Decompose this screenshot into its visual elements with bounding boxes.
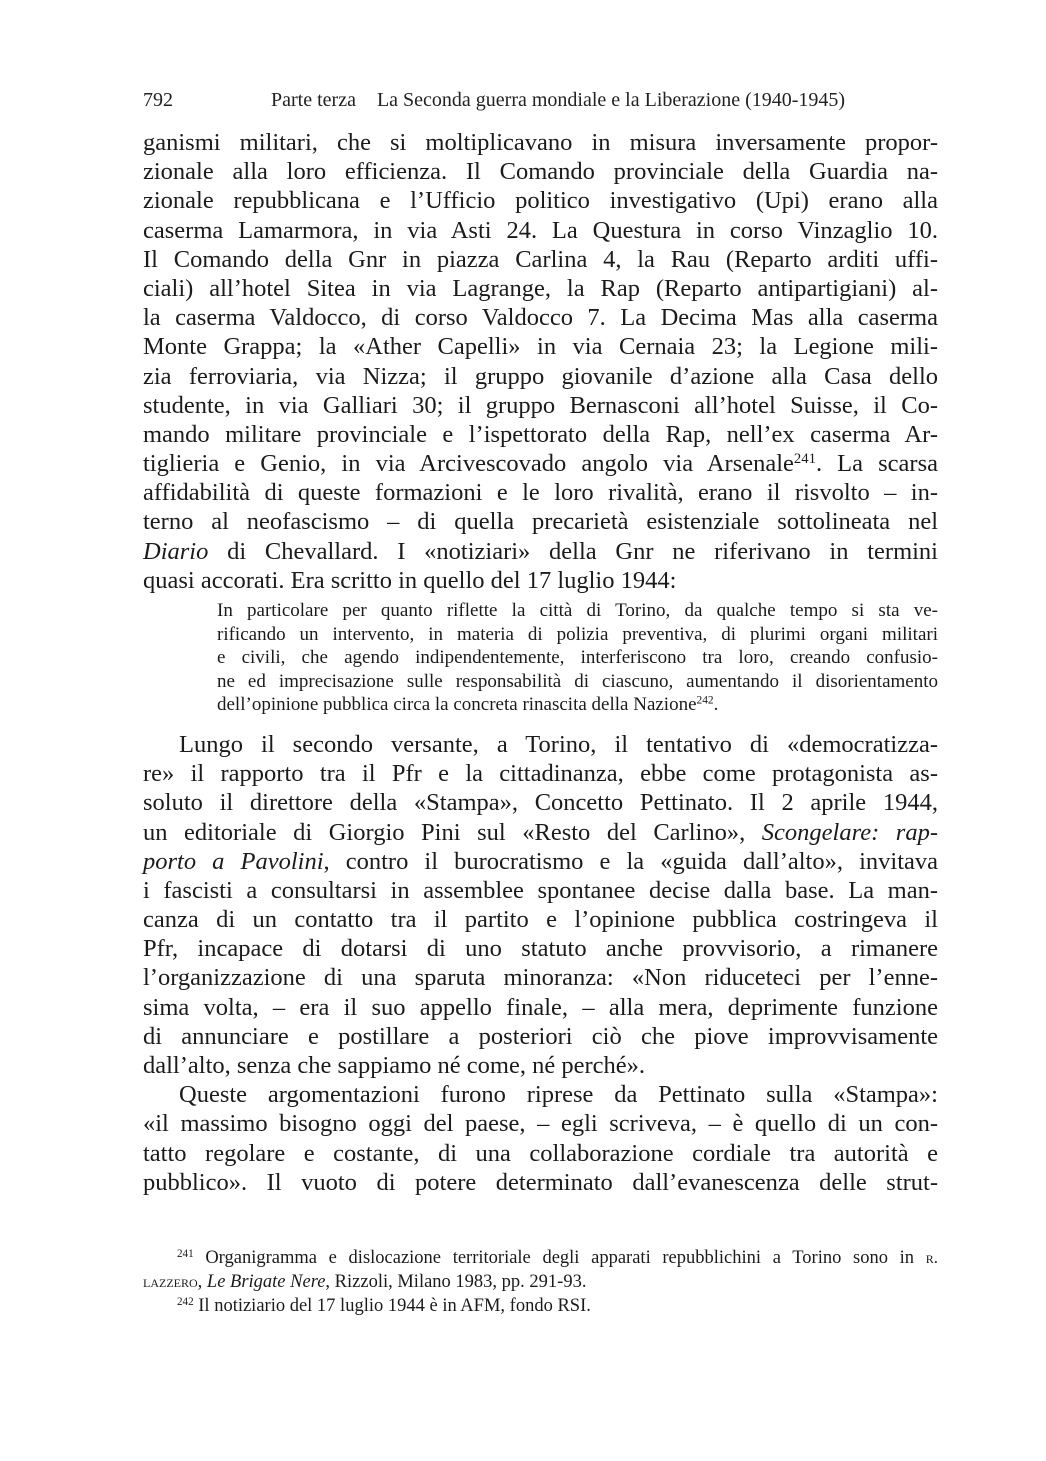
text-line: i fascisti a consultarsi in assemblee spontanee decise dalla base. La man- [143,876,938,904]
author-name: lazzero [143,1272,198,1291]
quote-line: ne ed imprecisazione sulle responsabilità di ciascuno, aumentando il disorientamento [217,670,938,692]
text-line: caserma Lamarmora, in via Asti 24. La Questura in corso Vinzaglio 10. [143,216,938,244]
text-fragment: , [197,1272,207,1292]
text-line: pubblico». Il vuoto di potere determinato dall’evanescenza delle strut- [143,1168,938,1196]
text-fragment: di Chevallard. I «notiziari» della Gnr ne riferivano in termini [208,537,938,565]
quote-line: rificando un intervento, in materia di polizia preventiva, di plurimi organi militari [217,623,938,645]
block-quote [217,599,938,717]
text-line: re» il rapporto tra il Pfr e la cittadinanza, ebbe come protagonista as- [143,760,938,788]
italic-title: porto a Pavolini [143,847,324,875]
text-line: tatto regolare e costante, di una collaborazione cordiale tra autorità e [143,1139,938,1167]
footnote-text: Organigramma e dislocazione territoriale degli apparati repubblichini a Torino sono in [193,1248,926,1268]
text-line [143,449,938,478]
text-line: zionale repubblicana e l’Ufficio politico investigativo (Upi) erano alla [143,187,938,215]
main-text [143,128,938,1197]
text-line: studente, in via Galliari 30; il gruppo Bernasconi all’hotel Suisse, il Co- [143,391,938,419]
text-line: la caserma Valdocco, di corso Valdocco 7. La Decima Mas alla caserma [143,304,938,332]
quote-line [217,693,938,717]
quote-line: In particolare per quanto riflette la città di Torino, da qualche tempo si sta ve- [217,600,938,621]
text-line: Queste argomentazioni furono riprese da Pettinato sulla «Stampa»: [179,1081,938,1109]
text-line: quasi accorati. Era scritto in quello del 17 luglio 1944: [143,566,677,594]
text-line: Il Comando della Gnr in piazza Carlina 4, la Rau (Reparto arditi uffi- [143,245,938,273]
text-fragment: , contro il burocratismo e la «guida dall’alto», invitava [323,847,938,875]
text-fragment: un editoriale di Giorgio Pini sul «Resto del Carlino», [143,818,762,846]
footnote-text: Il notiziario del 17 luglio 1944 è in AFM, fondo RSI. [193,1296,591,1316]
text-line [143,818,938,847]
footnote-ref-241[interactable]: 241 [793,450,816,467]
paragraph-gap [143,717,938,730]
text-line: «il massimo bisogno oggi del paese, – egli scriveva, – è quello di un con- [143,1110,938,1138]
text-line: soluto il direttore della «Stampa», Concetto Pettinato. Il 2 aprile 1944, [143,789,938,817]
text-line: dall’alto, senza che sappiamo né come, né perché». [143,1052,646,1080]
footnote-number: 242 [177,1295,194,1308]
text-line: l’organizzazione di una sparuta minoranza: «Non riduceteci per l’enne- [143,964,938,992]
running-header [143,86,938,114]
text-line: mando militare provinciale e l’ispettorato della Rap, nell’ex caserma Ar- [143,420,938,448]
text-line: di annunciare e postillare a posteriori ciò che piove improvvisamente [143,1022,938,1050]
text-fragment: dell’opinione pubblica circa la concreta rinascita della Nazione [217,694,697,716]
text-line: sima volta, – era il suo appello finale, – alla mera, deprimente funzione [143,993,938,1021]
page-number: 792 [143,89,173,111]
text-line: Lungo il secondo versante, a Torino, il tentativo di «democratizza- [179,730,938,758]
quote-line: e civili, che agendo indipendentemente, interferiscono tra loro, creando confusio- [217,647,938,669]
running-head [271,86,845,114]
italic-title: Le Brigate Nere [206,1272,326,1292]
chapter-title: La Seconda guerra mondiale e la Liberazione (1940-1945) [376,89,846,111]
text-line: Monte Grappa; la «Ather Capelli» in via Cernaia 23; la Legione mili- [143,333,938,361]
text-line: Pfr, incapace di dotarsi di uno statuto anche provvisorio, a rimanere [143,935,938,963]
text-line: affidabilità di queste formazioni e le loro rivalità, erano il risvolto – in- [143,479,938,507]
text-line: zionale alla loro efficienza. Il Comando provinciale della Guardia na- [143,158,938,186]
footnotes [143,1246,938,1318]
footnote-241 [143,1246,938,1270]
text-line: zia ferroviaria, via Nizza; il gruppo giovanile d’azione alla Casa dello [143,362,938,390]
text-line [143,847,938,876]
footnote-241-cont [143,1270,938,1294]
text-line: ciali) all’hotel Sitea in via Lagrange, la Rap (Reparto antipartigiani) al- [143,274,938,302]
italic-title: Diario [143,537,209,565]
footnote-ref-242[interactable]: 242 [696,695,714,708]
text-fragment: . [713,694,719,716]
author-initial: r. [925,1248,938,1267]
italic-title: Scongelare: rap- [761,818,938,846]
text-line: ganismi militari, che si moltiplicavano in misura inversamente propor- [143,129,938,156]
footnote-242 [143,1294,938,1318]
text-fragment: tiglieria e Genio, in via Arcivescovado angolo via Arsenale [143,450,794,478]
text-line: canza di un contatto tra il partito e l’opinione pubblica costringeva il [143,906,938,934]
part-title: Parte terza [271,89,356,111]
text-fragment: , Rizzoli, Milano 1983, pp. 291-93. [325,1272,587,1292]
text-line: terno al neofascismo – di quella precarietà esistenziale sottolineata nel [143,508,938,536]
footnote-number: 241 [177,1247,194,1260]
text-line [143,537,938,566]
text-fragment: . La scarsa [815,450,938,478]
